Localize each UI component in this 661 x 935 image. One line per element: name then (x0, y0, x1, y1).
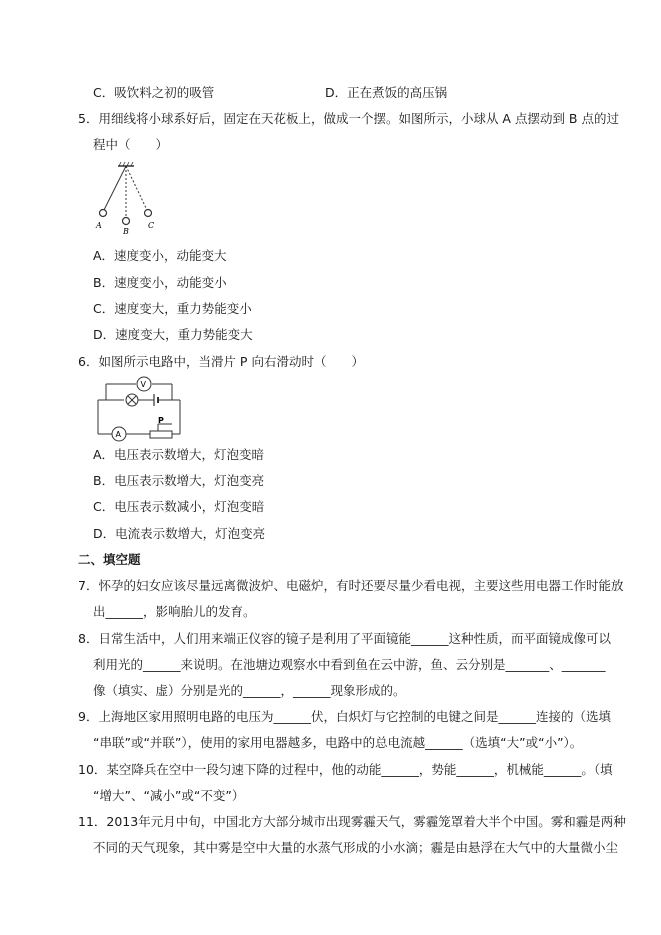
pendulum-figure (92, 160, 162, 238)
label-b: B (123, 227, 129, 236)
q5-stem-line2: 程中（ ） (93, 137, 169, 152)
q6-option-a: A．电压表示数增大，灯泡变暗 (93, 447, 265, 462)
ceiling-mount (118, 162, 134, 166)
q8-line2: 利用光的______来说明。在池塘边观察水中看到鱼在云中游，鱼、云分别是_______、_______ (93, 657, 606, 672)
q8-line1: 8．日常生活中，人们用来端正仪容的镜子是利用了平面镜能______这种性质，而平面镜成像可以 (78, 631, 611, 646)
q6-option-b: B．电压表示数增大，灯泡变亮 (93, 473, 265, 488)
q10-line1: 10．某空降兵在空中一段匀速下降的过程中，他的动能______，势能______，机械能______。（填 (78, 762, 613, 777)
q5-option-c: C．速度变大，重力势能变小 (93, 301, 252, 316)
rheostat (150, 431, 172, 438)
q4-option-c: C．吸饮料之初的吸管 (93, 85, 215, 100)
voltmeter-label: V (140, 380, 146, 389)
q5-option-b: B．速度变小，动能变小 (93, 275, 227, 290)
battery (154, 394, 158, 406)
circuit-figure (92, 376, 188, 442)
label-a: A (96, 221, 102, 230)
q11-line1: 11．2013年元月中旬，中国北方大部分城市出现雾霾天气，雾霾笼罩着大半个中国。雾和霾是两种 (78, 814, 626, 829)
ammeter-label: A (115, 430, 121, 439)
q6-option-c: C．电压表示数减小，灯泡变暗 (93, 499, 265, 514)
lamp (126, 394, 138, 406)
q5-stem-line1: 5．用细线将小球系好后，固定在天花板上，做成一个摆。如图所示，小球从 A 点摆动到 B 点的过 (78, 111, 619, 126)
q9-line1: 9．上海地区家用照明电路的电压为______伏，白炽灯与它控制的电键之间是______连接的（选填 (78, 709, 611, 724)
string-a (104, 166, 126, 210)
q7-line2: 出______，影响胎儿的发育。 (93, 604, 256, 619)
q4-option-d: D．正在煮饭的高压锅 (325, 85, 448, 100)
q11-line2: 不同的天气现象，其中雾是空中大量的水蒸气形成的小水滴；霾是由悬浮在大气中的大量微小尘 (93, 840, 619, 855)
q9-line2: “串联”或“并联”），使用的家用电器越多，电路中的总电流越______（选填“大”或“小”）。 (93, 735, 583, 750)
section-heading-fill-blank: 二、填空题 (78, 552, 141, 567)
q6-option-d: D．电流表示数增大，灯泡变亮 (93, 526, 266, 541)
q10-line2: “增大”、“减小”或“不变”） (93, 788, 245, 803)
q7-line1: 7．怀孕的妇女应该尽量远离微波炉、电磁炉，有时还要尽量少看电视，主要这些用电器工作时能放 (78, 578, 624, 593)
q5-option-a: A．速度变小，动能变大 (93, 248, 227, 263)
ball-b (123, 218, 130, 225)
q5-option-d: D．速度变大，重力势能变大 (93, 327, 253, 342)
label-c: C (148, 221, 155, 230)
string-c (126, 166, 147, 210)
slider-label: P (158, 416, 164, 425)
ball-c (145, 210, 152, 217)
ball-a (100, 210, 107, 217)
q6-stem: 6．如图所示电路中，当滑片 P 向右滑动时（ ） (78, 354, 364, 369)
q8-line3: 像（填实、虚）分别是光的______，______现象形成的。 (93, 683, 406, 698)
